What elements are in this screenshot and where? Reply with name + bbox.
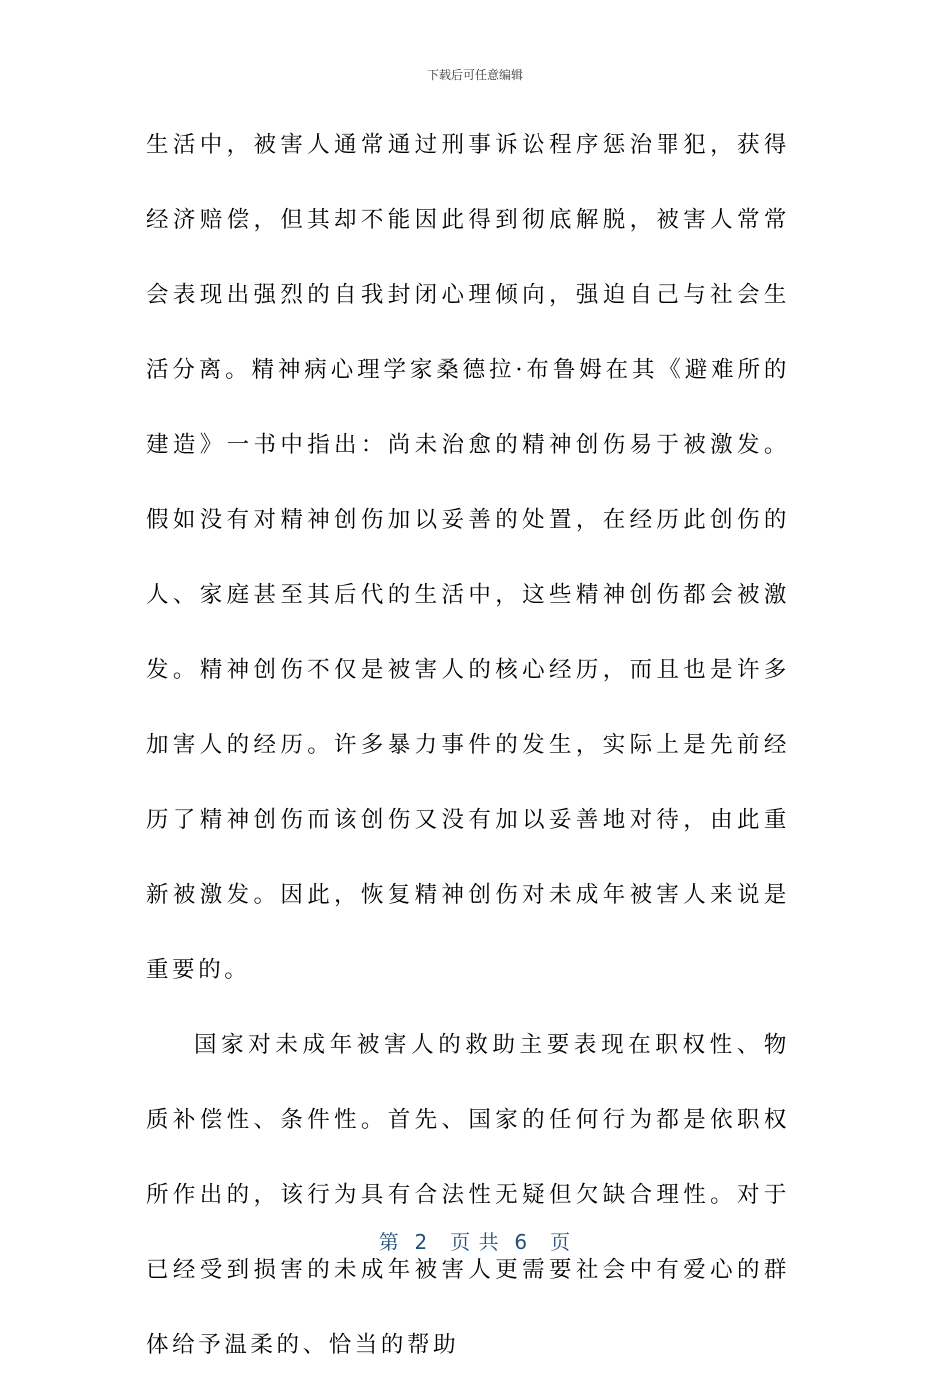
paragraph-1: 生活中，被害人通常通过刑事诉讼程序惩治罪犯，获得经济赔偿，但其却不能因此得到彻底解脱，被害人常常会表现出强烈的自我封闭心理倾向，强迫自己与社会生活分离。精神病心理学家桑德拉·布鲁姆在其《避难所的建造》一书中指出：尚未治愈的精神创伤易于被激发。假如没有对精神创伤加以妥善的处置，在经历此创伤的人、家庭甚至其后代的生活中，这些精神创伤都会被激发。精神创伤不仅是被害人的核心经历，而且也是许多加害人的经历。许多暴力事件的发生，实际上是先前经历了精神创伤而该创伤又没有加以妥善地对待，由此重新被激发。因此，恢复精神创伤对未成年被害人来说是重要的。 [146,132,790,983]
document-body [146,108,790,1383]
page-number-footer: 第 2 页 共 6 页 [378,1230,572,1254]
paragraph-2: 国家对未成年被害人的救助主要表现在职权性、物质补偿性、条件性。首先、国家的任何行为都是依职权所作出的，该行为具有合法性无疑但欠缺合理性。对于已经受到损害的未成年被害人更需要社会中有爱心的群体给予温柔的、恰当的帮助 [146,1032,790,1358]
page-header: 下载后可任意编辑 [426,68,523,82]
